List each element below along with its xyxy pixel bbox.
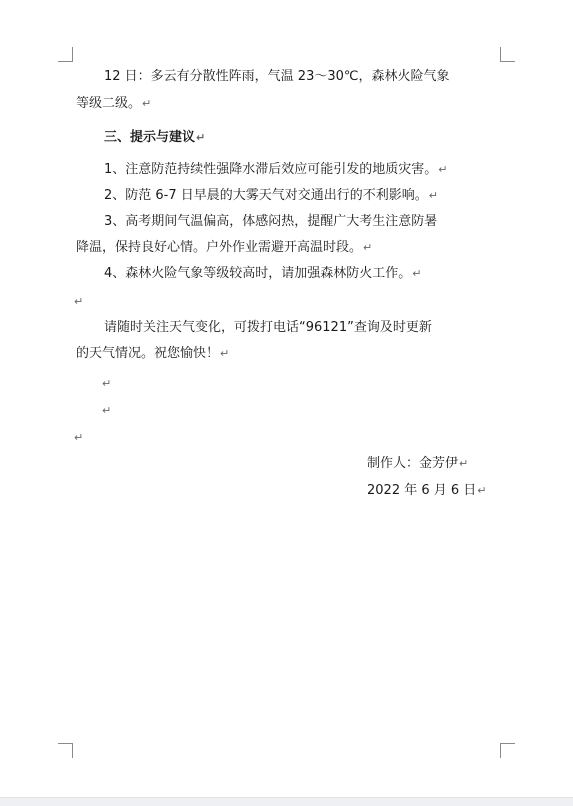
tip-text-3b: 降温，保持良好心情。户外作业需避开高温时段。 xyxy=(76,240,363,255)
empty-paragraph-mark: ↵ xyxy=(74,431,84,444)
tip-text-3a: 3、高考期间气温偏高，体感闷热，提醒广大考生注意防暑 xyxy=(104,214,438,229)
paragraph-mark: ↵ xyxy=(196,131,206,144)
paragraph-mark: ↵ xyxy=(428,189,438,202)
crop-mark-top-left xyxy=(58,47,73,62)
empty-paragraph-mark: ↵ xyxy=(102,404,112,417)
tip-line-3a xyxy=(104,214,437,230)
paragraph-mark: ↵ xyxy=(142,97,152,110)
empty-paragraph-mark: ↵ xyxy=(102,377,112,390)
section-heading-text: 三、提示与建议 xyxy=(104,130,196,145)
forecast-text-1: 12 日：多云有分散性阵雨，气温 23～30℃，森林火险气象 xyxy=(104,69,450,84)
paragraph-mark: ↵ xyxy=(363,241,373,254)
tip-line-1 xyxy=(104,162,448,178)
paragraph-mark: ↵ xyxy=(477,484,487,497)
closing-text-1: 请随时关注天气变化，可拨打电话“96121”查询及时更新 xyxy=(104,320,432,335)
crop-mark-bottom-left xyxy=(58,743,73,758)
empty-paragraph-mark: ↵ xyxy=(74,295,84,308)
paragraph-mark: ↵ xyxy=(459,457,469,470)
tip-line-3b xyxy=(76,240,372,256)
author-text: 制作人：金芳伊 xyxy=(367,456,459,471)
forecast-line-1 xyxy=(104,69,450,85)
paragraph-mark: ↵ xyxy=(438,163,448,176)
crop-mark-top-right xyxy=(500,47,515,62)
tip-line-2 xyxy=(104,188,438,204)
closing-line-2 xyxy=(76,346,229,362)
paragraph-mark: ↵ xyxy=(412,267,422,280)
closing-line-1 xyxy=(104,320,432,336)
forecast-text-2: 等级二级。 xyxy=(76,96,142,111)
crop-mark-bottom-right xyxy=(500,743,515,758)
tip-text-1: 1、注意防范持续性强降水滞后效应可能引发的地质灾害。 xyxy=(104,162,438,177)
section-heading xyxy=(104,130,205,146)
tip-line-4 xyxy=(104,266,422,282)
closing-text-2: 的天气情况。祝您愉快！ xyxy=(76,346,220,361)
forecast-line-2 xyxy=(76,96,151,112)
tip-text-4: 4、森林火险气象等级较高时，请加强森林防火工作。 xyxy=(104,266,412,281)
author-line xyxy=(367,456,468,472)
tip-text-2: 2、防范 6-7 日早晨的大雾天气对交通出行的不利影响。 xyxy=(104,188,428,203)
date-text: 2022 年 6 月 6 日 xyxy=(367,483,477,498)
date-line xyxy=(367,483,487,499)
paragraph-mark: ↵ xyxy=(220,347,230,360)
